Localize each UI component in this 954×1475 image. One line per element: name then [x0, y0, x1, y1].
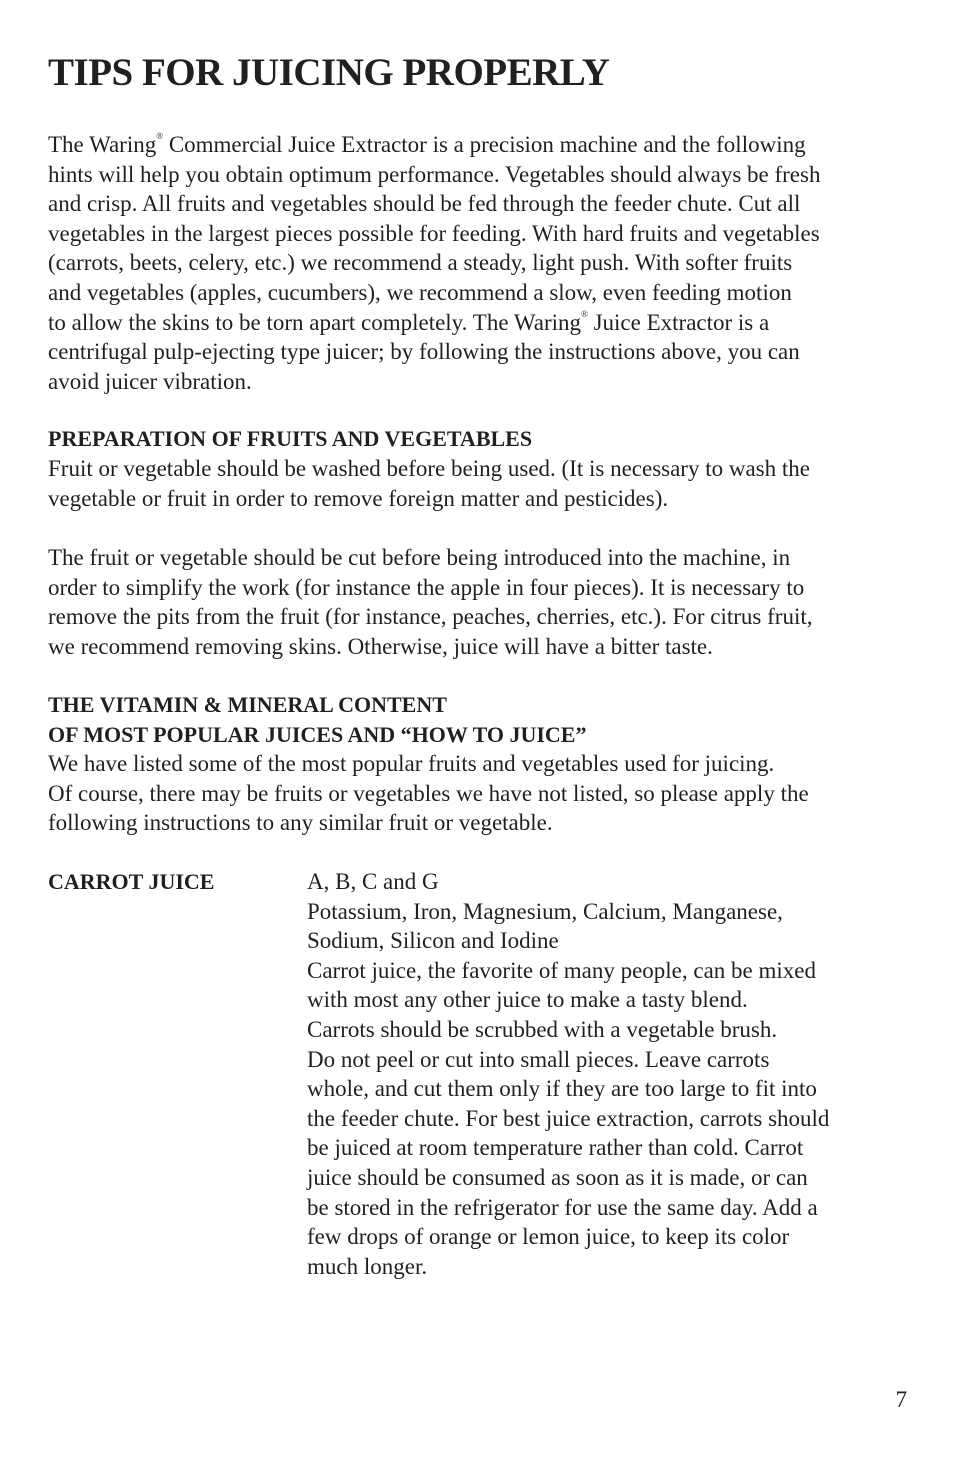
preparation-paragraph-1 [48, 454, 918, 513]
preparation-paragraph-2 [48, 543, 918, 661]
intro-line-5: (carrots, beets, celery, etc.) we recommend a steady, light push. With softer fruits [48, 250, 793, 276]
vitamin-heading [48, 690, 918, 749]
section-heading: OF MOST POPULAR JUICES AND “HOW TO JUICE” [48, 721, 587, 747]
intro-line-3: and crisp. All fruits and vegetables should be fed through the feeder chute. Cut all [48, 191, 801, 217]
description-line: much longer. [307, 1253, 428, 1279]
intro-text: to allow the skins to be torn apart completely. The Waring [48, 309, 581, 335]
paragraph-line: remove the pits from the fruit (for instance, peaches, cherries, etc.). For citrus fruit, [48, 604, 813, 630]
minerals-line: Potassium, Iron, Magnesium, Calcium, Manganese, [307, 898, 783, 924]
intro-line-8: centrifugal pulp-ejecting type juicer; by following the instructions above, you can [48, 339, 800, 365]
description-line: few drops of orange or lemon juice, to keep its color [307, 1224, 790, 1250]
description-line: Do not peel or cut into small pieces. Leave carrots [307, 1046, 770, 1072]
carrot-juice-label [48, 867, 214, 897]
page-title: TIPS FOR JUICING PROPERLY [48, 51, 610, 94]
intro-text: The Waring [48, 132, 157, 157]
minerals-line: Sodium, Silicon and Iodine [307, 928, 559, 954]
intro-text: Commercial Juice Extractor is a precision machine and the following [163, 132, 806, 157]
vitamins-line: A, B, C and G [307, 869, 439, 894]
description-line: with most any other juice to make a tasty blend. [307, 987, 748, 1013]
description-line: whole, and cut them only if they are too large to fit into [307, 1076, 817, 1102]
paragraph-line: we recommend removing skins. Otherwise, juice will have a bitter taste. [48, 633, 713, 659]
registered-mark: ® [156, 131, 164, 141]
registered-mark: ® [581, 308, 588, 319]
page-number: 7 [895, 1387, 907, 1412]
juice-name: CARROT JUICE [48, 869, 215, 894]
section-heading: PREPARATION OF FRUITS AND VEGETABLES [48, 426, 533, 451]
description-line: juice should be consumed as soon as it is made, or can [307, 1164, 808, 1190]
intro-line-6: and vegetables (apples, cucumbers), we recommend a slow, even feeding motion [48, 279, 792, 305]
intro-line-1 [48, 130, 918, 160]
intro-line-7 [48, 308, 918, 338]
paragraph-line: We have listed some of the most popular fruits and vegetables used for juicing. [48, 751, 775, 776]
preparation-heading [48, 424, 918, 454]
intro-paragraph [48, 130, 918, 396]
description-line: be juiced at room temperature rather than cold. Carrot [307, 1135, 804, 1161]
paragraph-line: Fruit or vegetable should be washed before being used. (It is necessary to wash the [48, 456, 810, 481]
paragraph-line: order to simplify the work (for instance the apple in four pieces). It is necessary to [48, 574, 805, 600]
intro-line-4: vegetables in the largest pieces possible for feeding. With hard fruits and vegetables [48, 220, 820, 246]
intro-line-9: avoid juicer vibration. [48, 368, 252, 394]
paragraph-line: following instructions to any similar fruit or vegetable. [48, 810, 553, 836]
description-line: Carrot juice, the favorite of many people, can be mixed [307, 957, 816, 983]
description-line: be stored in the refrigerator for use the same day. Add a [307, 1194, 818, 1220]
description-line: the feeder chute. For best juice extraction, carrots should [307, 1105, 830, 1131]
vitamin-paragraph [48, 749, 918, 838]
paragraph-line: vegetable or fruit in order to remove foreign matter and pesticides). [48, 485, 669, 511]
section-heading: THE VITAMIN & MINERAL CONTENT [48, 692, 447, 717]
intro-text: Juice Extractor is a [587, 309, 770, 335]
paragraph-line: The fruit or vegetable should be cut before being introduced into the machine, in [48, 545, 791, 570]
intro-line-2: hints will help you obtain optimum performance. Vegetables should always be fresh [48, 161, 821, 187]
paragraph-line: Of course, there may be fruits or vegetables we have not listed, so please apply the [48, 780, 809, 806]
description-line: Carrots should be scrubbed with a vegetable brush. [307, 1016, 778, 1042]
carrot-juice-description [307, 867, 917, 1281]
